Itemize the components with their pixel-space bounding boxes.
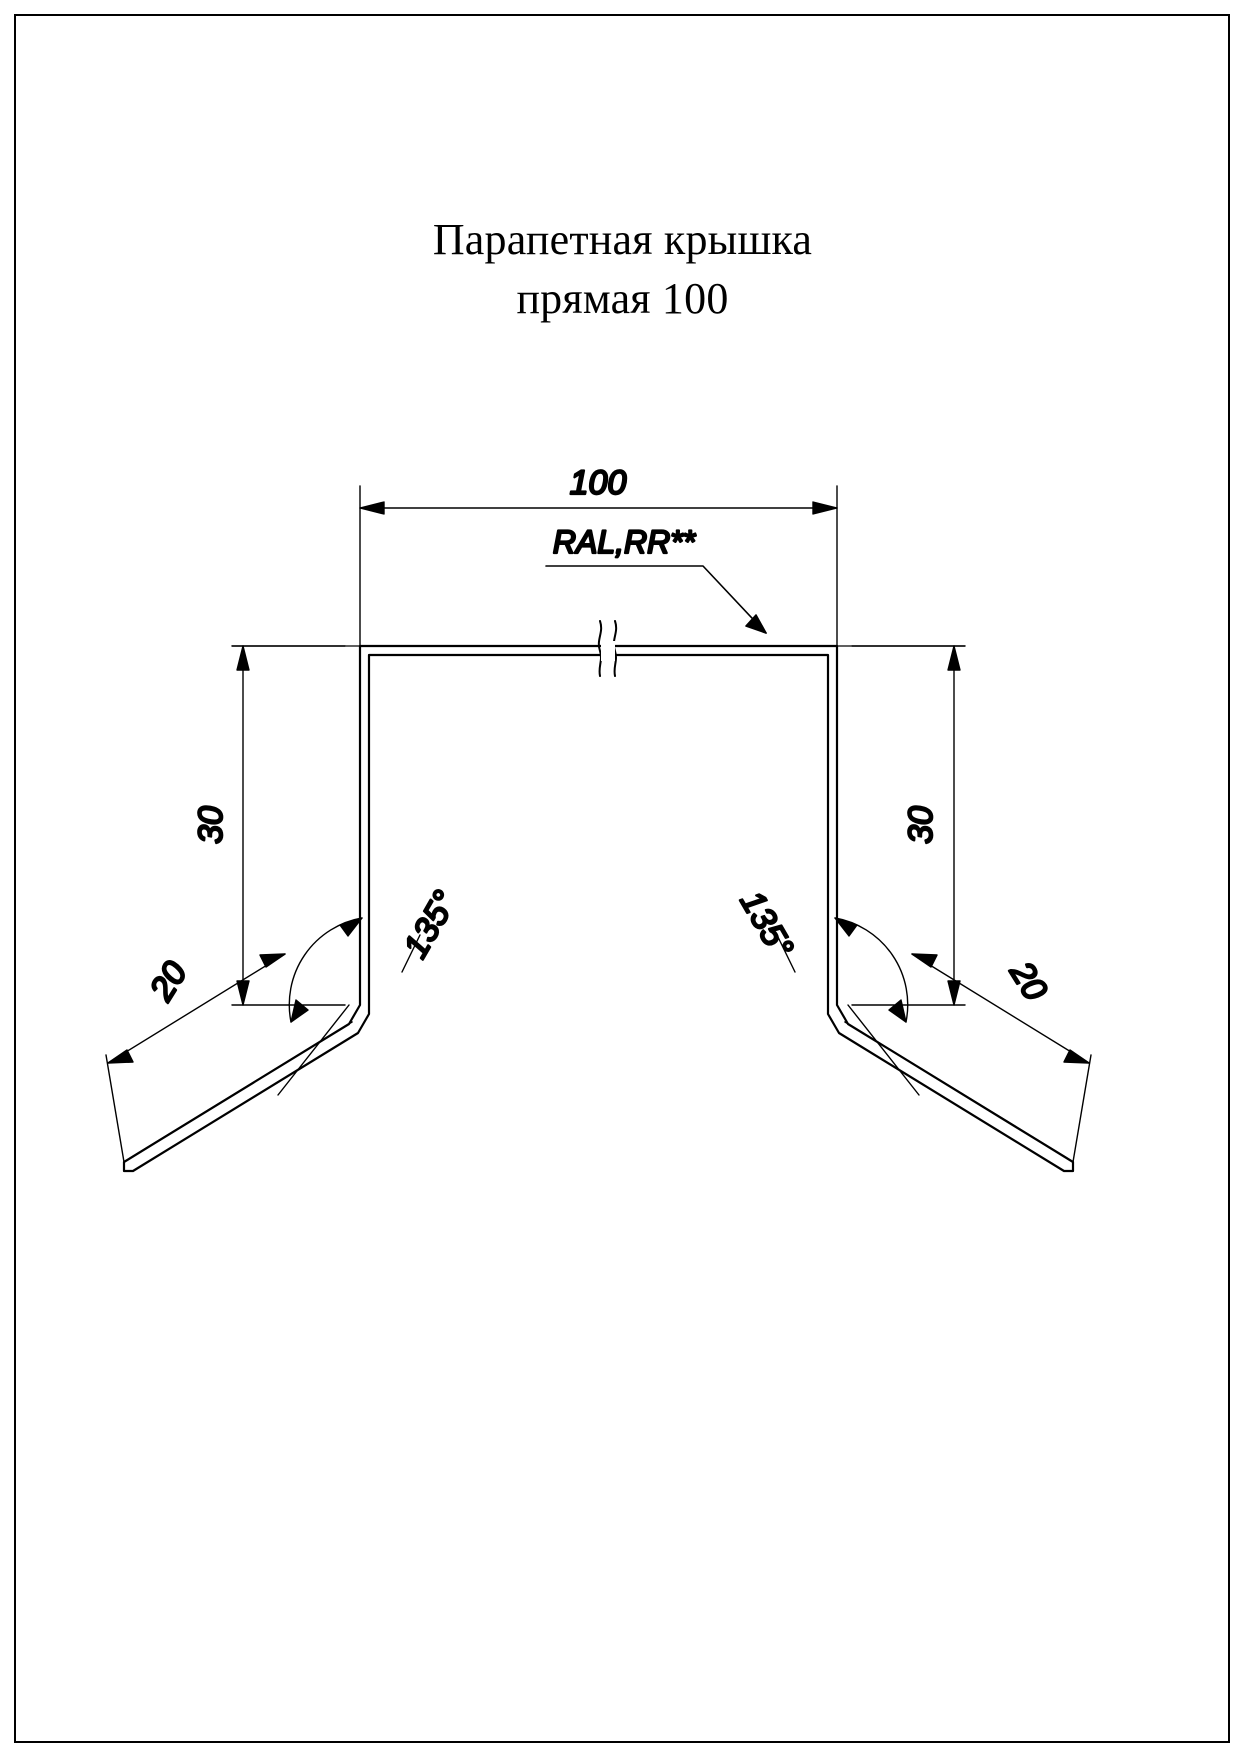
dimension-left-flange-label: 20 <box>142 955 195 1008</box>
dimension-right-flange <box>848 954 1091 1162</box>
angle-left-label: 135° <box>396 884 465 965</box>
title-line-2: прямая 100 <box>516 274 729 324</box>
dimension-left-height-label: 30 <box>192 806 230 844</box>
profile-inner-lines <box>130 1022 1067 1158</box>
title-line-1: Парапетная крышка <box>432 215 813 264</box>
dimension-left-flange <box>106 954 349 1162</box>
angle-right-label: 135° <box>732 884 801 965</box>
dimension-right-height-label: 30 <box>902 806 940 844</box>
coating-label: RAL,RR** <box>552 524 696 560</box>
dimension-top-width-label: 100 <box>569 464 627 502</box>
coating-leader <box>546 566 766 633</box>
angle-left <box>289 918 420 1022</box>
dimension-left-height <box>232 646 345 1005</box>
dimension-right-flange-label: 20 <box>1002 955 1055 1008</box>
angle-right <box>777 918 908 1022</box>
profile-outline <box>124 646 1073 1171</box>
